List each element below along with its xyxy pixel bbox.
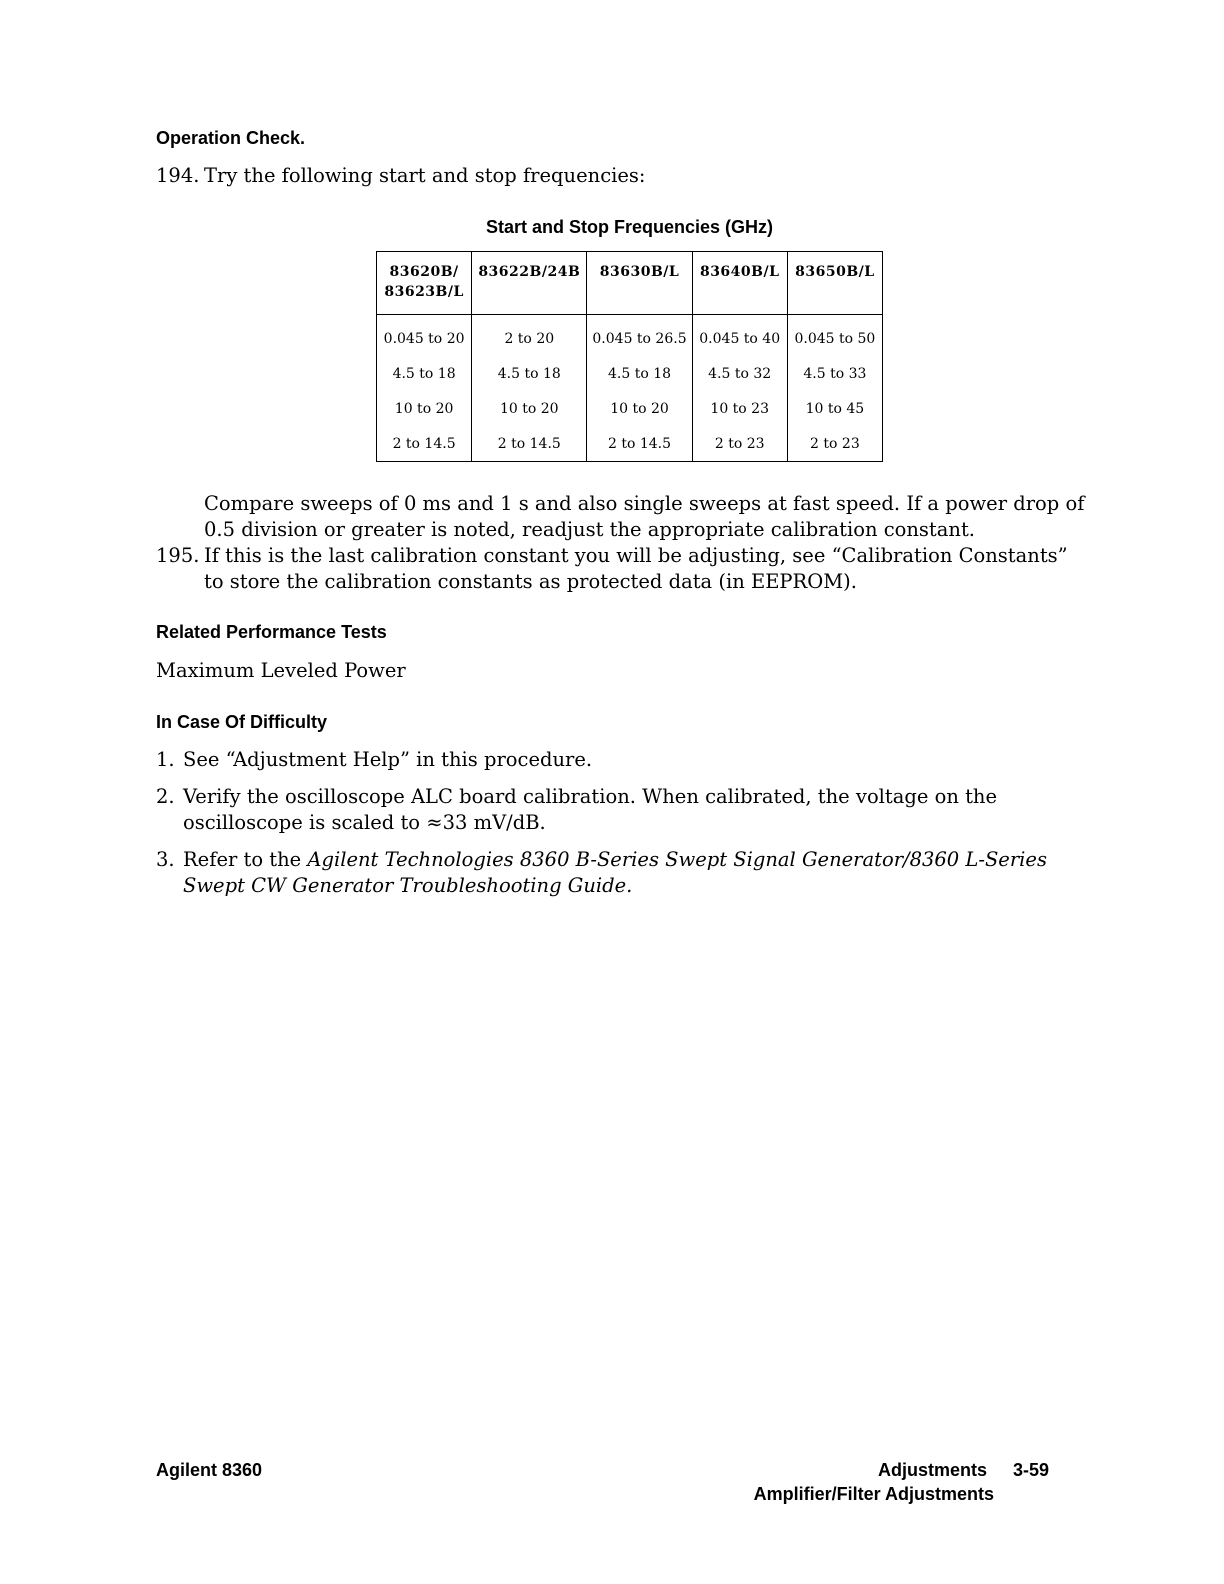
column-header-line: 83622B/24B [478,264,581,280]
table-cell: 4.5 to 32 [692,356,787,391]
table-cell: 4.5 to 18 [377,356,472,391]
footer-subsection-name: Amplifier/Filter Adjustments [753,1484,994,1504]
step-194-text: Try the following start and stop frequencies: [204,164,646,187]
troubleshooting-guide-title: Agilent Technologies 8360 B-Series Swept Signal Generator/8360 L-Series [307,848,1047,871]
table-cell: 0.045 to 40 [692,315,787,357]
table-cell: 2 to 14.5 [587,426,692,462]
table-cell: 4.5 to 18 [587,356,692,391]
table-cell: 10 to 45 [787,391,882,426]
section-heading-operation-check: Operation Check. [156,128,306,148]
difficulty-item-number: 3. [156,848,175,871]
table-cell: 10 to 20 [377,391,472,426]
column-header [787,252,882,315]
difficulty-item-text: See “Adjustment Help” in this procedure. [183,748,593,771]
footer-product-name: Agilent 8360 [156,1460,263,1480]
footer-section-name: Adjustments [878,1460,988,1480]
table-cell: 0.045 to 20 [377,315,472,357]
table-row [377,315,883,357]
step-195-number: 195. [156,544,200,567]
column-header [587,252,692,315]
difficulty-item-text: Verify the oscilloscope ALC board calibration. When calibrated, the voltage on the [183,785,998,808]
table-header-row [377,252,883,315]
column-header-line: 83640B/L [699,264,780,280]
table-cell: 2 to 23 [692,426,787,462]
table-cell: 0.045 to 50 [787,315,882,357]
table-row [377,391,883,426]
column-header-line: 83630B/L [599,264,680,280]
reference-prefix: Refer to the [183,848,302,871]
section-heading-difficulty: In Case Of Difficulty [156,712,328,732]
troubleshooting-guide-title: Swept CW Generator Troubleshooting Guide. [183,874,633,897]
column-header-line: 83623B/L [384,284,464,300]
column-header [472,252,587,315]
table-cell: 4.5 to 33 [787,356,882,391]
section-heading-related-tests: Related Performance Tests [156,622,387,642]
difficulty-item-number: 1. [156,748,175,771]
step-195-line: to store the calibration constants as protected data (in EEPROM). [204,570,857,593]
table-cell: 10 to 23 [692,391,787,426]
compare-paragraph-line: Compare sweeps of 0 ms and 1 s and also single sweeps at fast speed. If a power drop of [204,492,1085,515]
table-row [377,356,883,391]
table-cell: 4.5 to 18 [472,356,587,391]
table-cell: 2 to 14.5 [377,426,472,462]
footer-page-number: 3-59 [1013,1460,1050,1480]
table-row [377,426,883,462]
difficulty-item-number: 2. [156,785,175,808]
column-header [692,252,787,315]
table-cell: 0.045 to 26.5 [587,315,692,357]
table-cell: 10 to 20 [587,391,692,426]
frequency-table [376,251,883,462]
compare-paragraph-line: 0.5 division or greater is noted, readjust the appropriate calibration constant. [204,518,975,541]
column-header-line: 83650B/L [795,264,875,280]
step-194-number: 194. [156,164,200,187]
table-cell: 10 to 20 [472,391,587,426]
table-cell: 2 to 14.5 [472,426,587,462]
difficulty-item-text: oscilloscope is scaled to ≈33 mV/dB. [183,811,546,834]
table-caption: Start and Stop Frequencies (GHz) [485,217,774,237]
table-cell: 2 to 23 [787,426,882,462]
related-test-item: Maximum Leveled Power [156,659,406,682]
difficulty-item-text [183,847,1047,873]
column-header [377,252,472,315]
difficulty-item-text [183,873,632,899]
step-195-line: If this is the last calibration constant you will be adjusting, see “Calibration Constants” [204,544,1068,567]
table-cell: 2 to 20 [472,315,587,357]
column-header-line: 83620B/ [389,264,459,280]
